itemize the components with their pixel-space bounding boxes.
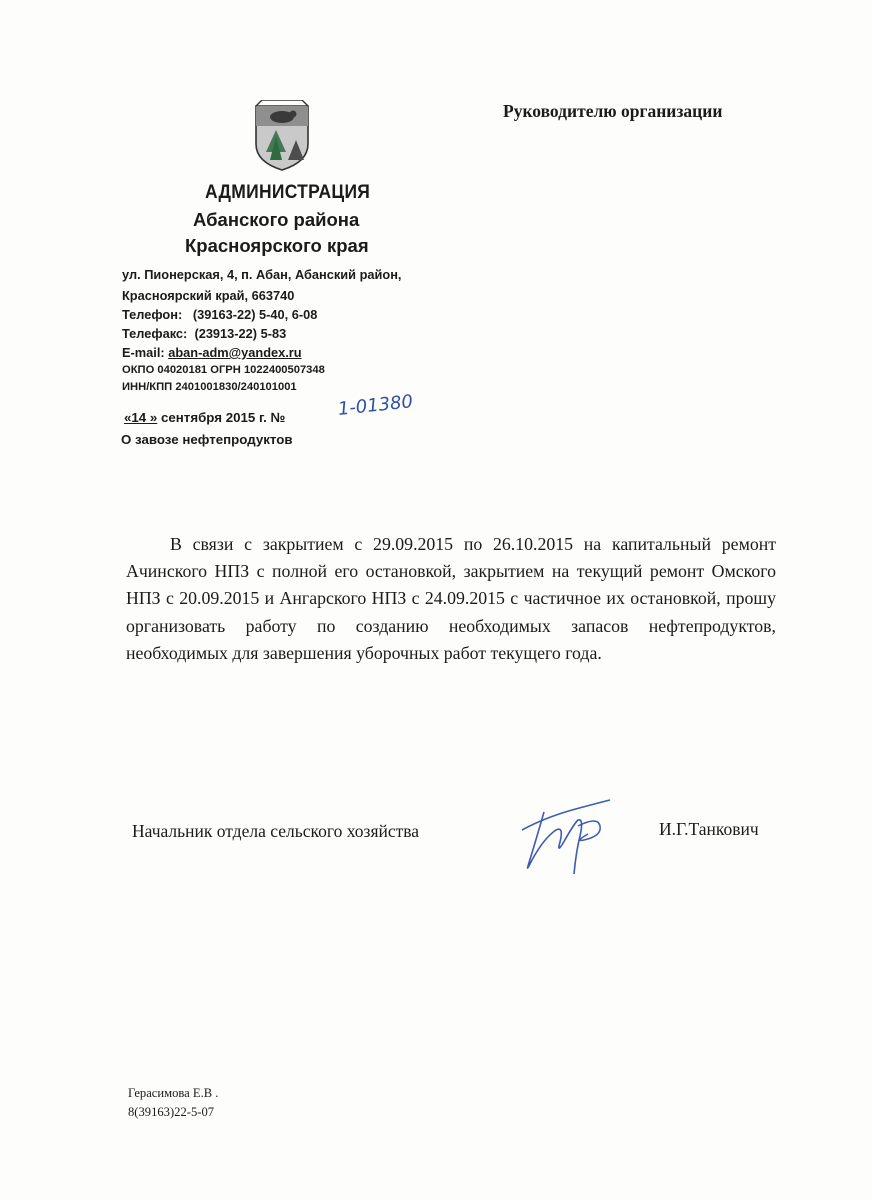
executor-phone: 8(39163)22-5-07 — [128, 1105, 215, 1119]
address-line-2: Красноярский край, 663740 — [122, 288, 295, 303]
addressee: Руководителю организации — [503, 101, 723, 121]
handwritten-signature — [514, 790, 620, 880]
letter-body: В связи с закрытием с 29.09.2015 по 26.10.2015 на капитальный ремонт Ачинского НПЗ с полной его остановкой, закрытием на текущий ремонт Омского НПЗ с 20.09.2015 и Ангарского НПЗ с 24.09.2015 с частичное их остановкой, прошу организовать работу по созданию необходимых запасов нефтепродуктов, необходимых для завершения уборочных работ текущего года. — [126, 534, 776, 663]
fax-label: Телефакс: — [122, 326, 188, 341]
fax-value: (23913-22) 5-83 — [194, 326, 287, 341]
organization-district: Абанского района — [193, 209, 360, 230]
signer-name: И.Г.Танкович — [659, 819, 759, 839]
date-day: «14 » — [124, 410, 158, 425]
inn-kpp: ИНН/КПП 2401001830/240101001 — [122, 381, 297, 393]
registration-number: 1-01380 — [336, 391, 414, 420]
organization-title: АДМИНИСТРАЦИЯ — [205, 182, 371, 203]
phone-value: (39163-22) 5-40, 6-08 — [192, 307, 318, 322]
date-month-year: сентября 2015 г. № — [160, 410, 286, 425]
coat-of-arms-icon — [252, 100, 312, 172]
email-line — [122, 345, 302, 360]
organization-region: Красноярского края — [185, 235, 369, 256]
okpo-ogrn: ОКПО 04020181 ОГРН 1022400507348 — [122, 364, 325, 376]
email-label: E-mail: — [122, 345, 165, 360]
fax-line — [122, 326, 286, 341]
letter-date — [124, 410, 285, 425]
phone-label: Телефон: — [122, 307, 183, 322]
letter-subject: О завозе нефтепродуктов — [121, 432, 293, 447]
executor-name: Герасимова Е.В . — [128, 1086, 219, 1100]
address-line-1: ул. Пионерская, 4, п. Абан, Абанский район, — [122, 267, 402, 282]
signer-title: Начальник отдела сельского хозяйства — [132, 821, 420, 841]
phone-line — [122, 307, 317, 322]
email-link[interactable]: aban-adm@yandex.ru — [168, 345, 302, 360]
